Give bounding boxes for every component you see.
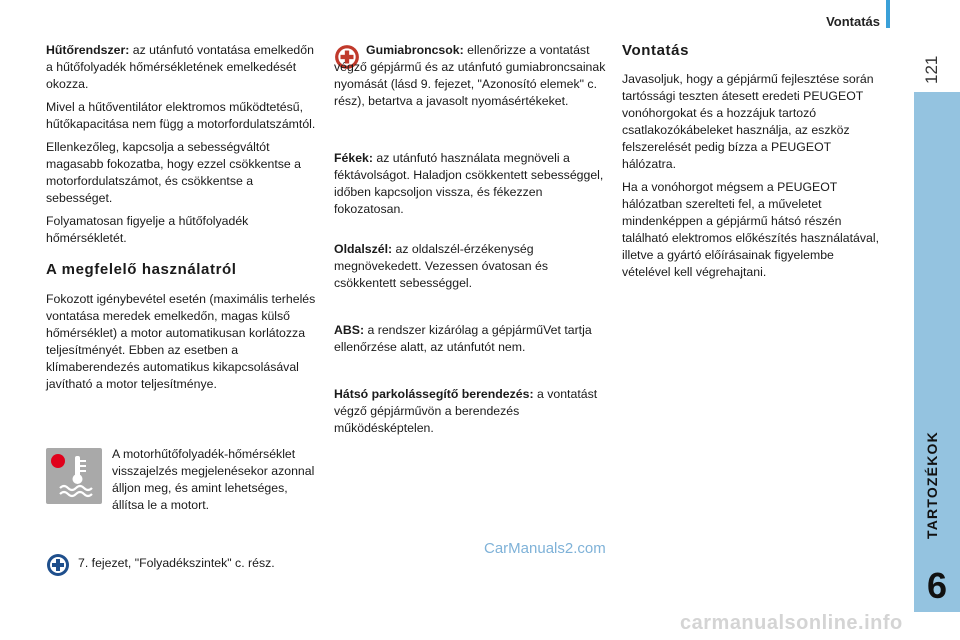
cooling-text: az utánfutó vontatása emelkedőn a hűtőfolyadék hőmérsékletének emelkedését okozza. <box>46 43 314 91</box>
crosswind-label: Oldalszél: <box>334 242 393 256</box>
abs-label: ABS: <box>334 323 365 337</box>
parking-sensor-text: a vontatást végző gépjárművön a berendezés működésképtelen. <box>334 387 598 435</box>
parking-sensor-paragraph <box>334 386 606 437</box>
chapter-number: 6 <box>914 560 960 612</box>
column-right <box>622 42 884 287</box>
page-number: 121 <box>922 55 941 84</box>
parking-sensor-label: Hátsó parkolássegítő berendezés: <box>334 387 534 401</box>
tyres-paragraph <box>334 42 606 110</box>
brakes-label: Fékek: <box>334 151 373 165</box>
section-title: Vontatás <box>826 14 880 29</box>
crosswind-paragraph <box>334 241 606 292</box>
column-middle <box>334 42 606 442</box>
proper-use-heading: A megfelelő használatról <box>46 261 237 278</box>
proper-use-paragraph: Fokozott igénybevétel esetén (maximális terhelés vontatása meredek emelkedőn, magas külső hőmérséklet) a motor automatikusan korlátozza teljesítményét. Ebben az esetben a klímaberendezés automatikus kikapcsolásával javítható a motor teljesítménye. <box>46 292 316 391</box>
watermark-top: CarManuals2.com <box>484 540 606 557</box>
column-left <box>46 42 316 399</box>
abs-paragraph <box>334 322 606 356</box>
tyres-text: ellenőrizze a vontatást végző gépjármű és az utánfutó gumiabroncsainak nyomását (lásd 9. fejezet, "Azonosító elemek" c. rész), betartva a javasolt nyomásértékeket. <box>334 43 606 108</box>
warning-note <box>112 446 320 520</box>
chapter-tab-label: TARTOZÉKOK <box>924 431 940 539</box>
coolant-temperature-warning-icon <box>46 448 102 504</box>
reference-note-text: 7. fejezet, "Folyadékszintek" c. rész. <box>78 556 275 570</box>
reference-note <box>78 555 318 578</box>
info-plus-icon <box>46 553 70 577</box>
crosswind-text: az oldalszél-érzékenység megnövekedett. Vezessen óvatosan és csökkentett sebességgel. <box>334 242 548 290</box>
towing-paragraph-1: Javasoljuk, hogy a gépjármű fejlesztése során tartóssági teszten átesett eredeti PEUGEOT vonóhorgokat és a hozzájuk tartozó csatlakozókábeleket használja, az eszköz felszerelését pedig bízza a PEUGEOT hálózatra. <box>622 72 874 171</box>
cooling-system-paragraph <box>46 42 316 93</box>
watermark-bottom: carmanualsonline.info <box>680 612 903 634</box>
header-bar <box>886 0 890 28</box>
fan-paragraph: Mivel a hűtőventilátor elektromos működtetésű, hűtőkapacitása nem függ a motorfordulatszámtól. <box>46 100 316 131</box>
tyres-label: Gumiabroncsok: <box>366 43 464 57</box>
brakes-paragraph <box>334 150 606 218</box>
cooling-label: Hűtőrendszer: <box>46 43 130 57</box>
towing-paragraph-2: Ha a vonóhorgot mégsem a PEUGEOT hálózatban szerelteti fel, a műveletet mindenképpen a gépjármű hátsó részén található elektromos előkészítés használatával, illetve a gyártó előírásainak figyelembe vételével kell végrehajtani. <box>622 180 880 279</box>
gear-paragraph: Ellenkezőleg, kapcsolja a sebességváltót magasabb fokozatba, hogy ezzel csökkentse a motorfordulatszámot, és csökkentse a sebességet. <box>46 140 301 205</box>
warning-note-text: A motorhűtőfolyadék-hőmérséklet visszajelzés megjelenésekor azonnal álljon meg, és amint lehetséges, állítsa le a motort. <box>112 447 315 512</box>
monitor-paragraph: Folyamatosan figyelje a hűtőfolyadék hőmérsékletét. <box>46 214 249 245</box>
towing-heading: Vontatás <box>622 42 690 59</box>
brakes-text: az utánfutó használata megnöveli a féktávolságot. Haladjon csökkentett sebességgel, időben kapcsoljon vissza, és fékezzen fokozatosan. <box>334 151 604 216</box>
abs-text: a rendszer kizárólag a gépjárműVet tartja ellenőrzése alatt, az utánfutót nem. <box>334 323 592 354</box>
